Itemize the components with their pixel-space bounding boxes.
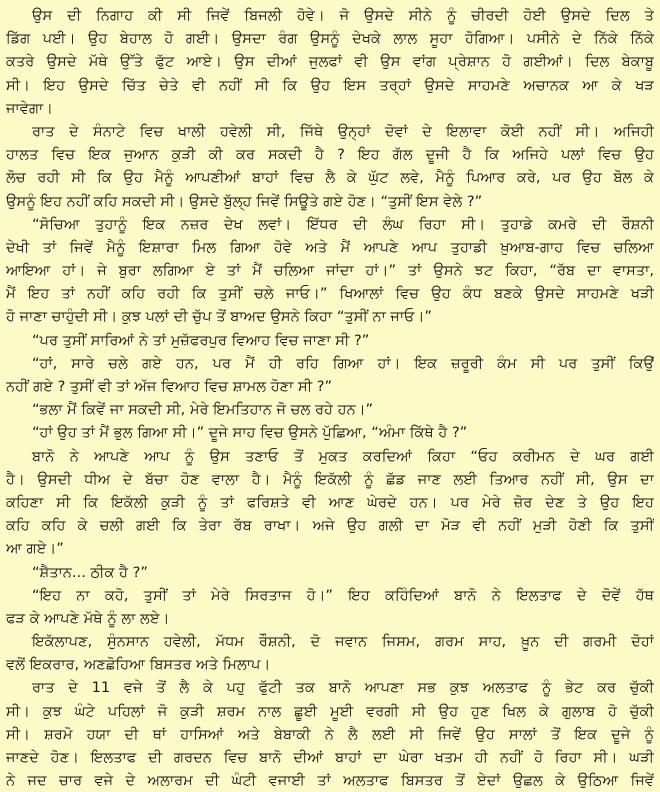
text-line: ਨੇ ਜਦ ਚਾਰ ਵਜੇ ਦੇ ਅਲਾਰਮ ਦੀ ਘੰਟੀ ਵਜਾਈ ਤਾਂ ਅਲਤਾਫ ਬਿਸਤਰ ਤੋਂ ਏਦਾਂ ਉਛਲ ਕੇ ਉਠਿਆ ਜਿਵੇਂ bbox=[6, 772, 654, 790]
text-line: ਮੈਂ ਇਹ ਤਾਂ ਨਹੀਂ ਕਹਿ ਰਹੀ ਕਿ ਤੁਸੀਂ ਚਲੇ ਜਾਓ।” ਖਿਆਲਾਂ ਵਿਚ ਉਹ ਕੰਧ ਬਣਕੇ ਉਸਦੇ ਸਾਹਮਣੇ ਖੜੀ bbox=[6, 285, 654, 303]
text-line: ਲੋਚ ਰਹੀ ਸੀ ਕਿ ਉਹ ਮੈਨੂੰ ਆਪਣੀਆਂ ਬਾਹਾਂ ਵਿਚ ਲੈ ਕੇ ਘੁੱਟ ਲਵੇ, ਮੈਨੂੰ ਪਿਆਰ ਕਰੇ, ਪਰ ਉਹ ਬੋਲ ਕੇ bbox=[6, 169, 654, 187]
text-line: ਵਲੋਂ ਇਕਰਾਰ, ਅਣਛੋਹਿਆ ਬਿਸਤਰ ਅਤੇ ਮਿਲਾਪ। bbox=[6, 656, 271, 674]
text-line: ਉਸਨੂੰ ਇਹ ਨਹੀਂ ਕਹਿ ਸਕਦੀ ਸੀ। ਉਸਦੇ ਬੁੱਲ੍ਹ ਜਿਵੇਂ ਸਿਊਤੇ ਗਏ ਹੋਣ। “ਤੁਸੀਂ ਇਸ ਵੇਲੇ ?” bbox=[6, 192, 483, 210]
text-line: ਸੀ। ਕੁਝ ਘੰਟੇ ਪਹਿਲਾਂ ਜੋ ਕੁੜੀ ਸ਼ਰਮ ਨਾਲ ਛੂਈ ਮੂਈ ਵਰਗੀ ਸੀ ਉਹ ਹੁਣ ਖਿਲ ਕੇ ਗੁਲਾਬ ਹੋ ਚੁੱਕੀ bbox=[6, 702, 654, 720]
text-line: “ਇਹ ਨਾ ਕਹੋ, ਤੁਸੀਂ ਤਾਂ ਮੇਰੇ ਸਿਰਤਾਜ ਹੋ।” ਇਹ ਕਹਿੰਦਿਆਂ ਬਾਨੋ ਨੇ ਇਲਤਾਫ ਦੇ ਦੋਵੇਂ ਹੱਥ bbox=[32, 586, 654, 604]
text-line: ਕਤਰੇ ਉਸਦੇ ਮੱਥੇ ਉੱਤੇ ਫੁੱਟ ਆਏ। ਉਸ ਦੀਆਂ ਜੁਲਫਾਂ ਵੀ ਉਸ ਵਾਂਗ ਪ੍ਰੇਸ਼ਾਨ ਹੋ ਗਈਆਂ। ਦਿਲ ਬੇਕਾਬੂ bbox=[6, 53, 654, 71]
text-line: ਜਾਣਦੇ ਹੋਣ। ਇਲਤਾਫ ਦੀ ਗਰਦਨ ਵਿਚ ਬਾਨੋ ਦੀਆਂ ਬਾਹਾਂ ਦਾ ਘੇਰਾ ਖਤਮ ਹੀ ਨਹੀਂ ਹੋ ਰਿਹਾ ਸੀ। ਘੜੀ bbox=[6, 749, 654, 766]
text-line: ਹੋ ਜਾਣਾ ਚਾਹੁੰਦੀ ਸੀ। ਕੁਝ ਪਲਾਂ ਦੀ ਚੁੱਪ ਤੋਂ ਬਾਅਦ ਉਸਨੇ ਕਿਹਾ “ਤੁਸੀਂ ਨਾ ਜਾਓ।” bbox=[6, 308, 432, 326]
text-line: ਇਕੱਲਾਪਣ, ਸੁੰਨਸਾਨ ਹਵੇਲੀ, ਮੱਧਮ ਰੌਸ਼ਨੀ, ਦੋ ਜਵਾਨ ਜਿਸਮ, ਗਰਮ ਸਾਹ, ਖ਼ੂਨ ਦੀ ਗਰਮੀ ਦੋਹਾਂ bbox=[32, 633, 654, 651]
text-line: ਬਾਨੋ ਨੇ ਆਪਣੇ ਆਪ ਨੂੰ ਉਸ ਤਣਾਓ ਤੋਂ ਮੁਕਤ ਕਰਦਿਆਂ ਕਿਹਾ “ਓਹ ਕਰੀਮਨ ਦੇ ਘਰ ਗਈ bbox=[32, 447, 654, 465]
text-line: “ਸੋਚਿਆ ਤੁਹਾਨੂੰ ਇਕ ਨਜ਼ਰ ਦੇਖ ਲਵਾਂ। ਇੱਧਰ ਦੀ ਲੰਘ ਰਿਹਾ ਸੀ। ਤੁਹਾਡੇ ਕਮਰੇ ਦੀ ਰੌਸ਼ਨੀ bbox=[32, 215, 654, 233]
text-line: ਡਿੱਗ ਪਈ। ਉਹ ਬੇਹਾਲ ਹੋ ਗਈ। ਉਸਦਾ ਰੰਗ ਉਸਨੂੰ ਦੇਖਕੇ ਲਾਲ ਸੂਹਾ ਹੋਗਿਆ। ਪਸੀਨੇ ਦੇ ਨਿੱਕੇ ਨਿੱਕੇ bbox=[6, 30, 654, 48]
text-line: ਹਾਲਤ ਵਿਚ ਇਕ ਜੁਆਨ ਕੁੜੀ ਕੀ ਕਰ ਸਕਦੀ ਹੈ ? ਇਹ ਗੱਲ ਦੂਜੀ ਹੈ ਕਿ ਅਜਿਹੇ ਪਲਾਂ ਵਿਚ ਉਹ bbox=[6, 146, 654, 164]
text-line: ਆਇਆ ਹਾਂ। ਜੇ ਬੁਰਾ ਲਗਿਆ ਏ ਤਾਂ ਮੈਂ ਚਲਿਆ ਜਾਂਦਾ ਹਾਂ।” ਤਾਂ ਉਸਨੇ ਝਟ ਕਿਹਾ, “ਰੱਬ ਦਾ ਵਾਸਤਾ, bbox=[6, 262, 654, 280]
text-line: ਕਹਿ ਕਹਿ ਕੇ ਚਲੀ ਗਈ ਕਿ ਤੇਰਾ ਰੱਬ ਰਾਖਾ। ਅਜੇ ਉਹ ਗਲੀ ਦਾ ਮੋੜ ਵੀ ਨਹੀਂ ਮੁੜੀ ਹੋਣੀ ਕਿ ਤੁਸੀਂ bbox=[6, 517, 654, 535]
text-line: ਰਾਤ ਦੇ 11 ਵਜੇ ਤੋਂ ਲੈ ਕੇ ਪਹੁ ਫੁੱਟੀ ਤਕ ਬਾਨੋ ਆਪਣਾ ਸਭ ਕੁਝ ਅਲਤਾਫ ਨੂੰ ਭੇਟ ਕਰ ਚੁੱਕੀ bbox=[32, 679, 654, 697]
text-line: ਉਸ ਦੀ ਨਿਗਾਹ ਕੀ ਸੀ ਜਿਵੇਂ ਬਿਜਲੀ ਹੋਵੇ। ਜੋ ਉਸਦੇ ਸੀਨੇ ਨੂੰ ਚੀਰਦੀ ਹੋਈ ਉਸਦੇ ਦਿਲ ਤੇ bbox=[32, 7, 654, 24]
text-line: ਸੀ। ਇਹ ਉਸਦੇ ਚਿੱਤ ਚੇਤੇ ਵੀ ਨਹੀਂ ਸੀ ਕਿ ਉਹ ਇਸ ਤਰ੍ਹਾਂ ਉਸਦੇ ਸਾਹਮਣੇ ਅਚਾਨਕ ਆ ਕੇ ਖੜ bbox=[6, 76, 654, 94]
text-line: “ਹਾਂ, ਸਾਰੇ ਚਲੇ ਗਏ ਹਨ, ਪਰ ਮੈਂ ਹੀ ਰਹਿ ਗਿਆ ਹਾਂ। ਇਕ ਜ਼ਰੂਰੀ ਕੰਮ ਸੀ ਪਰ ਤੁਸੀਂ ਕਿਉਂ bbox=[32, 354, 654, 372]
text-line: ਨਹੀਂ ਗਏ ? ਤੁਸੀਂ ਵੀ ਤਾਂ ਅੱਜ ਵਿਆਹ ਵਿਚ ਸ਼ਾਮਲ ਹੋਣਾ ਸੀ ?” bbox=[6, 378, 333, 395]
text-line: ਹੈ। ਉਸਦੀ ਧੀਅ ਦੇ ਬੱਚਾ ਹੋਣ ਵਾਲਾ ਹੈ। ਮੈਨੂੰ ਇਕੱਲੀ ਨੂੰ ਛੱਡ ਜਾਣ ਲਈ ਤਿਆਰ ਨਹੀਂ ਸੀ, ਉਸ ਦਾ bbox=[6, 470, 654, 488]
text-line: ਆ ਗਏ।” bbox=[6, 540, 64, 558]
text-line: ਦੇਖੀ ਤਾਂ ਜਿਵੇਂ ਮੈਨੂੰ ਇਸ਼ਾਰਾ ਮਿਲ ਗਿਆ ਹੋਵੇ ਅਤੇ ਮੈਂ ਆਪਣੇ ਆਪ ਤੁਹਾਡੀ ਖ਼ੁਆਬ-ਗਾਹ ਵਿਚ ਚਲਿਆ bbox=[6, 238, 654, 256]
text-line: ਸੀ। ਸ਼ਰਮੋ ਹਯਾ ਦੀ ਥਾਂ ਹਾਸਿਆਂ ਅਤੇ ਬੇਬਾਕੀ ਨੇ ਲੈ ਲਈ ਸੀ ਜਿਵੇਂ ਉਹ ਸਾਲਾਂ ਤੋਂ ਇਕ ਦੂਜੇ ਨੂੰ bbox=[6, 725, 654, 743]
text-line: ਜਾਵੇਗਾ। bbox=[6, 99, 54, 117]
text-line: ਰਾਤ ਦੇ ਸੰਨਾਟੇ ਵਿਚ ਖਾਲੀ ਹਵੇਲੀ ਸੀ, ਜਿੱਥੇ ਉਨ੍ਹਾਂ ਦੋਵਾਂ ਦੇ ਇਲਾਵਾ ਕੋਈ ਨਹੀਂ ਸੀ। ਅਜਿਹੀ bbox=[32, 122, 654, 140]
text-line: “ਹਾਂ ਉਹ ਤਾਂ ਮੈਂ ਭੁਲ ਗਿਆ ਸੀ।” ਦੂਜੇ ਸਾਹ ਵਿਚ ਉਸਨੇ ਪੁੱਛਿਆ, “ਅੰਮਾ ਕਿੱਥੇ ਹੈ ?” bbox=[32, 424, 468, 442]
text-line: ਫੜ ਕੇ ਆਪਣੇ ਮੱਥੇ ਨੂੰ ਲਾ ਲਏ। bbox=[6, 609, 170, 627]
text-line: “ਭਲਾ ਮੈਂ ਕਿਵੇਂ ਜਾ ਸਕਦੀ ਸੀ, ਮੇਰੇ ਇਮਤਿਹਾਨ ਜੋ ਚਲ ਰਹੇ ਹਨ।” bbox=[32, 401, 374, 419]
text-line: “ਪਰ ਤੁਸੀਂ ਸਾਰਿਆਂ ਨੇ ਤਾਂ ਮੁਜ਼ੱਫਰਪੁਰ ਵਿਆਹ ਵਿਚ ਜਾਣਾ ਸੀ ?” bbox=[32, 331, 370, 349]
text-line: ਕਹਿਣਾ ਸੀ ਕਿ ਇਕੱਲੀ ਕੁੜੀ ਨੂੰ ਤਾਂ ਫਰਿਸ਼ਤੇ ਵੀ ਆਣ ਘੇਰਦੇ ਹਨ। ਪਰ ਮੇਰੇ ਜ਼ੋਰ ਦੇਣ ਤੇ ਉਹ ਇਹ bbox=[6, 493, 654, 511]
text-line: “ਸ਼ੈਤਾਨ... ਠੀਕ ਹੈ ?” bbox=[32, 563, 148, 581]
